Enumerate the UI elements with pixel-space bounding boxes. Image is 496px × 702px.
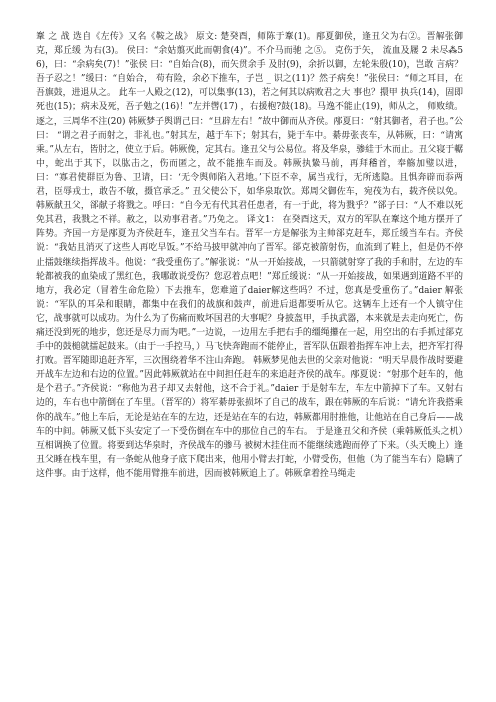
- document-body-text: 鞌 之 战 选自《左传》又名《鞍之战》 原文: 楚癸酉，师陈于鞌(1)。邴夏御侯，逢丑父为右②。晋解张御 克，郑丘缓 为右(3)。 侯曰：“余姑翦灭此而朝食(4)”。不介马而驰 之⑤。 克伤于矢， 流血及屦 2 未尽⁂56)，曰：“余病矣(7)！”张侯 曰：“自始合(8)，而矢贯余手 及肘(9)，余折以御，左轮朱殷(10)，岂敢 言病？吾子忍之！”缓曰：“自始合， 苟有险，余必下推车，子岂 _ 识之(11)？然子病矣！”张侯曰：“师之耳目，在 吾旗鼓，进退从之。 此车一人殿之(12)，可以集事(13)，若之何其以病败君之大 事也？擐甲 执兵(14)，固即死也(15)；病未及死，吾子勉之(16)！”左并辔(17) ，右援枹?鼓(18)。马逸不能止(19)，师从之， 师败绩。逐之，三周华不注(20) 韩厥梦子舆谓己曰：“旦辟左右！”故中御而从齐侯。邴夏曰：“射其御者，君子也。”公曰： “谓之君子而射之，非礼也。”射其左，越于车下；射其右，毙于车中。綦毋张丧车，从韩厥，曰：“请寓乘。”从左右，皆肘之，使立于后。韩厥俛，定其右。逢丑父与公易位。将及华泉，骖絓于木而止。丑父寝于轏中，蛇出于其下，以肱击之，伤而匿之，故不能推车而及。韩厥执絷马前，再拜稽首，奉觞加璧以进，曰：“寡君使群臣为鲁、卫请，曰：‘无令舆师陷入君地。’下臣不幸，属当戎行，无所逃隐。且惧奔辟而忝两君，臣辱戎士，敢告不敏，摄官承乏。” 丑父使公下，如华泉取饮。郑周父御佐车，宛茷为右，载齐侯以免。韩厥献丑父，郤献子将戮之。呼曰：“自今无有代其君任患者，有一于此，将为戮乎？”郤子曰：“人不难以死免其君，我戮之不祥。赦之，以劝事君者。”乃免之。 译文1： 在癸酉这天，双方的军队在鞌这个地方摆开了阵势。齐国一方是邴夏为齐侯赶车，逢丑父当车右。晋军一方是解张为主帅郤克赶车，郑丘缓当车右。齐侯说：“我姑且消灭了这些人再吃早饭。”不给马披甲就冲向了晋军。郤克被箭射伤，血流到了鞋上，但是仍不停止擂鼓继续指挥战斗。他说：“我受重伤了。”解张说：“从一开始接战，一只箭就射穿了我的手和肘，左边的车轮都被我的血染成了黑红色，我哪敢说受伤？您忍着点吧！”郑丘缓说：“从一开始接战，如果遇到道路不平的地方，我必定（冒着生命危险）下去推车，您难道了daier解这些吗？不过，您真是受重伤了。”daier 解张说：“军队的耳朵和眼睛，都集中在我们的战旗和鼓声，前进后退都要听从它。这辆车上还有一个人镇守住它，战事就可以成功。为什么为了伤痛而败坏国君的大事呢？身披盔甲，手执武器，本来就是去走向死亡，伤痛还没到死的地步，您还是尽力而为吧。”一边说，一边用左手把右手的缰绳攥在一起，用空出的右手抓过郤克手中的鼓槌就擂起鼓来。（由于一手控马，）马飞快奔跑而不能停止，晋军队伍跟着指挥车冲上去，把齐军打得打败。晋军随即追赶齐军，三次围绕着华不注山奔跑。 韩厥梦见他去世的父亲对他说：“明天早晨作战时要避开战车左边和右边的位置。”因此韩厥就站在中间担任赶车的来追赶齐侯的战车。邴夏说：“射那个赶车的，他是个君子。”齐侯说：“称他为君子却又去射他，这不合于礼。”daier 于是射车左，车左中箭掉下了车。又射右边的，车右也中箭倒在了车里。（晋军的）将军綦毋张损坏了自己的战车，跟在韩厥的车后说：“请允许我搭乘你的战车。”他上车后，无论是站在车的左边，还是站在车的右边，韩厥都用肘推他，让他站在自己身后——战车的中间。韩厥又低下头安定了一下受伤倒在车中的那位自己的车右。 于是逢丑父和齐侯（乘韩厥低头之机）互相调换了位置。将要到达华泉时，齐侯战车的骖马 被树木挂住而不能继续逃跑而停了下来。（头天晚上）逢丑父睡在栈车里，有一条蛇从他身子底下爬出来，他用小臂去打蛇，小臂受伤，但他（为了能当车右）隐瞒了这件事。由于这样，他不能用臂推车前进，因而被韩厥追上了。韩厥拿着拴马绳走: [36, 32, 463, 479]
- document-page: [36, 30, 463, 690]
